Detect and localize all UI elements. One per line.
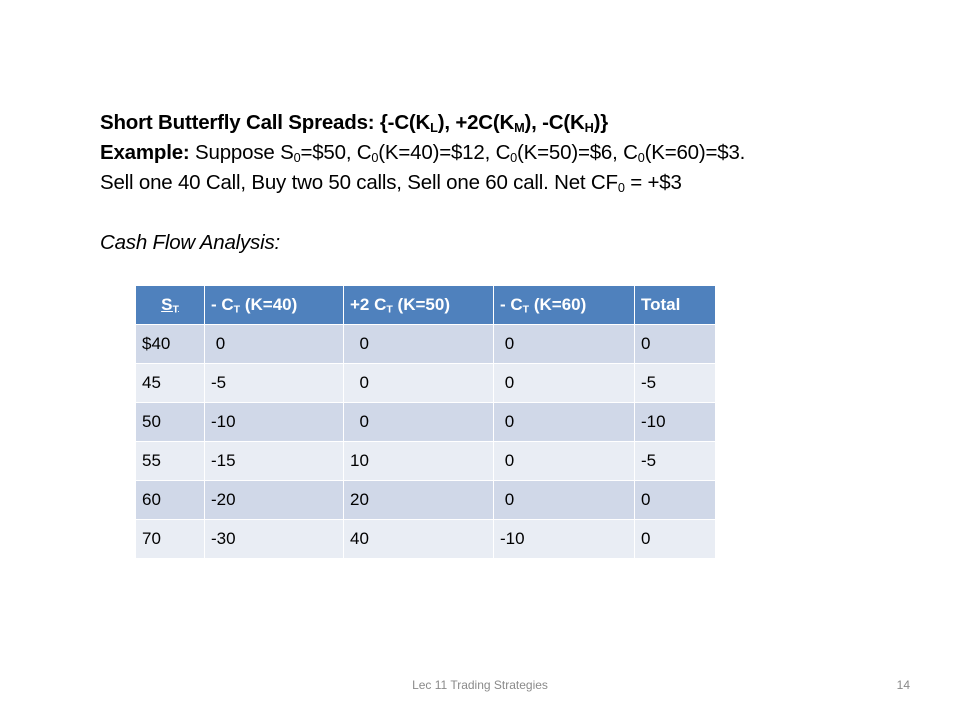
example-text: (K=50)=$6, C bbox=[517, 141, 638, 164]
example-text: =$50, C bbox=[300, 141, 372, 164]
analysis-label: Cash Flow Analysis: bbox=[100, 231, 280, 254]
table-cell: 55 bbox=[136, 442, 205, 481]
header-cell: +2 $C_T$ (K=50) bbox=[344, 286, 494, 325]
heading-subscript: H bbox=[584, 120, 594, 136]
table-cell: 10 bbox=[344, 442, 494, 481]
example-label: Example: bbox=[100, 141, 190, 164]
sell-text: Sell one 40 Call, Buy two 50 calls, Sell one 60 call. Net CF bbox=[100, 171, 618, 194]
table-cell: 20 bbox=[344, 481, 494, 520]
slide-heading bbox=[100, 108, 920, 138]
table-row bbox=[136, 364, 716, 403]
table-cell: 70 bbox=[136, 520, 205, 559]
header-cell: Total bbox=[635, 286, 716, 325]
example-subscript: 0 bbox=[371, 150, 379, 166]
slide-body bbox=[100, 108, 920, 258]
table-cell: 0 bbox=[344, 403, 494, 442]
spacer bbox=[100, 198, 920, 228]
example-text: (K=60)=$3. bbox=[644, 141, 746, 164]
example-line bbox=[100, 138, 920, 168]
table-row bbox=[136, 325, 716, 364]
header-cell: - $C_T$ (K=40) bbox=[205, 286, 344, 325]
table-cell: -10 bbox=[635, 403, 716, 442]
table-cell: 40 bbox=[344, 520, 494, 559]
heading-subscript: M bbox=[514, 120, 525, 136]
table-cell: -5 bbox=[205, 364, 344, 403]
header-cell: $S_T$ bbox=[136, 286, 205, 325]
example-text: Suppose S bbox=[189, 141, 294, 164]
heading-text: ), -C(K bbox=[524, 111, 585, 134]
header-cell: - $C_T$ (K=60) bbox=[494, 286, 635, 325]
table-cell: -5 bbox=[635, 442, 716, 481]
table-row bbox=[136, 481, 716, 520]
table-row bbox=[136, 520, 716, 559]
table-cell: -15 bbox=[205, 442, 344, 481]
example-subscript: 0 bbox=[637, 150, 645, 166]
footer-title: Lec 11 Trading Strategies bbox=[412, 678, 548, 692]
table-cell: -10 bbox=[494, 520, 635, 559]
sell-subscript: 0 bbox=[617, 180, 625, 196]
example-subscript: 0 bbox=[293, 150, 301, 166]
table-cell: 0 bbox=[635, 325, 716, 364]
heading-text: )} bbox=[593, 111, 609, 134]
table-cell: 0 bbox=[494, 481, 635, 520]
table-cell: 0 bbox=[494, 364, 635, 403]
example-subscript: 0 bbox=[510, 150, 518, 166]
table-cell: -20 bbox=[205, 481, 344, 520]
heading-text: Short Butterfly Call Spreads: {-C(K bbox=[100, 111, 431, 134]
table-cell: 0 bbox=[205, 325, 344, 364]
table-cell: 0 bbox=[494, 325, 635, 364]
table-cell: 0 bbox=[344, 325, 494, 364]
sell-line bbox=[100, 168, 920, 198]
table-cell: 0 bbox=[344, 364, 494, 403]
table-cell: 0 bbox=[494, 403, 635, 442]
heading-subscript: L bbox=[430, 120, 438, 136]
table-cell: 0 bbox=[494, 442, 635, 481]
table-cell: -5 bbox=[635, 364, 716, 403]
table-cell: 60 bbox=[136, 481, 205, 520]
table-cell: -30 bbox=[205, 520, 344, 559]
table-row bbox=[136, 442, 716, 481]
sell-text: = +$3 bbox=[624, 171, 682, 194]
table-cell: 45 bbox=[136, 364, 205, 403]
cash-flow-table bbox=[135, 285, 716, 559]
example-text: (K=40)=$12, C bbox=[378, 141, 511, 164]
heading-text: ), +2C(K bbox=[437, 111, 515, 134]
table-cell: 0 bbox=[635, 481, 716, 520]
table-cell: -10 bbox=[205, 403, 344, 442]
table-cell: 50 bbox=[136, 403, 205, 442]
page-number: 14 bbox=[896, 678, 910, 692]
table-cell: 0 bbox=[635, 520, 716, 559]
table-row bbox=[136, 403, 716, 442]
table-cell: $40 bbox=[136, 325, 205, 364]
table-header-row bbox=[136, 286, 716, 325]
